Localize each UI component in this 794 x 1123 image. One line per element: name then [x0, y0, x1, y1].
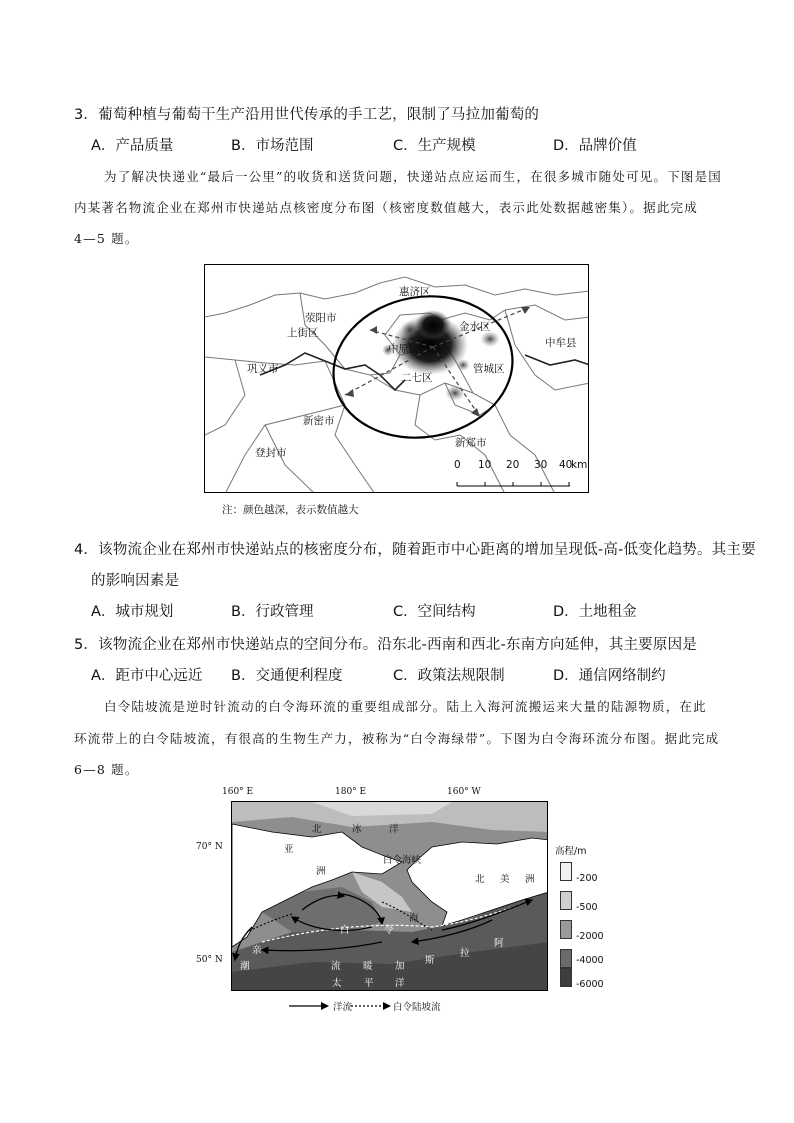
label-bering-1: 白 — [340, 925, 350, 936]
lon-label-160e: 160° E — [222, 787, 254, 797]
label-na-2: 美 — [500, 874, 510, 885]
label-oyashio-2: 潮 — [240, 961, 250, 972]
label-arctic-1: 北 — [312, 824, 322, 835]
intro2-line3: 6—8 题。 — [74, 762, 139, 777]
intro2-line2: 环流带上的白令陆坡流，有很高的生物生产力，被称为“白令海绿带”。下图为白令海环流分布图。据此完成 — [74, 731, 720, 746]
q4-stem-line1: 4．该物流企业在郑州市快递站点的核密度分布，随着距市中心距离的增加呈现低-高-低变化趋势。其主要 — [74, 542, 756, 558]
q4-stem-line2: 的影响因素是 — [91, 573, 180, 589]
scale-tick-30: 30 — [534, 459, 548, 471]
q5-option-a: A．距市中心远近 — [91, 668, 203, 684]
label-zhongyuan: 中原区 — [388, 343, 420, 355]
q5-option-b: B．交通便利程度 — [231, 668, 343, 684]
intro1-line3: 4—5 题。 — [74, 231, 139, 246]
q4-option-a: A．城市规划 — [91, 604, 174, 620]
q4-option-d: D．土地租金 — [553, 604, 637, 620]
label-huiji: 惠济区 — [399, 286, 431, 298]
legend-swatch-6000 — [560, 968, 572, 987]
q3-option-a: A．产品质量 — [91, 138, 174, 154]
label-shangjie: 上街区 — [287, 327, 319, 339]
bering-sea-map — [231, 801, 548, 991]
label-asia-1: 亚 — [284, 844, 294, 855]
scale-tick-10: 10 — [478, 459, 492, 471]
label-xinmi: 新密市 — [303, 415, 335, 427]
lon-label-180e: 180° E — [335, 787, 367, 797]
label-bering-strait: 白令海峡 — [383, 855, 422, 866]
key-current-label: 洋流 — [333, 1002, 353, 1013]
legend-title: 高程/m — [555, 846, 587, 857]
lon-label-160w: 160° W — [447, 787, 481, 797]
q5-stem: 5．该物流企业在郑州市快递站点的空间分布。沿东北-西南和西北-东南方向延伸，其主要原因是 — [74, 637, 697, 653]
scale-tick-20: 20 — [506, 459, 520, 471]
label-xinzheng: 新郑市 — [455, 437, 487, 449]
label-alaska-2: 拉 — [460, 948, 470, 959]
label-na-1: 北 — [475, 874, 485, 885]
label-warm: 暖 — [363, 961, 373, 972]
legend-swatch-4000 — [560, 949, 572, 968]
label-pacific-1: 太 — [332, 978, 342, 989]
lat-label-70n: 70° N — [196, 842, 223, 852]
intro1-line1: 为了解决快递业“最后一公里”的收货和送货问题，快递站点应运而生，在很多城市随处可见。下图是国 — [104, 169, 722, 184]
label-jinshui: 金水区 — [459, 321, 491, 333]
label-guancheng: 管城区 — [473, 363, 505, 375]
legend-value-6000: -6000 — [576, 979, 604, 990]
label-alaska-1: 阿 — [494, 938, 504, 949]
legend-swatch-200 — [560, 862, 572, 881]
q4-option-b: B．行政管理 — [231, 604, 314, 620]
label-na-3: 洲 — [525, 874, 535, 885]
label-erqi: 二七区 — [401, 372, 433, 384]
map1-note: 注：颜色越深，表示数值越大 — [222, 504, 359, 516]
scale-tick-40: 40 — [559, 459, 573, 471]
legend-value-500: -500 — [576, 902, 598, 913]
q5-option-d: D．通信网络制约 — [553, 668, 666, 684]
label-alaska-3: 斯 — [425, 955, 435, 966]
q5-option-c: C．政策法规限制 — [393, 668, 505, 684]
q3-option-b: B．市场范围 — [231, 138, 314, 154]
label-pacific-2: 平 — [364, 978, 374, 989]
legend-value-2000: -2000 — [576, 931, 604, 942]
key-current-line — [289, 1001, 329, 1011]
label-bering-2: 令 — [384, 925, 394, 936]
key-slope-line — [351, 1001, 391, 1011]
q4-option-c: C．空间结构 — [393, 604, 476, 620]
label-gongyi: 巩义市 — [247, 363, 279, 375]
label-oyashio-1: 亲 — [252, 945, 262, 956]
q3-option-c: C．生产规模 — [393, 138, 476, 154]
label-zhongmou: 中牟县 — [545, 337, 577, 349]
intro2-line1: 白令陆坡流是逆时针流动的白令海环流的重要组成部分。陆上入海河流搬运来大量的陆源物质，在此 — [104, 699, 707, 714]
label-pacific-3: 洋 — [395, 978, 405, 989]
label-current: 流 — [331, 961, 341, 972]
scale-tick-0: 0 — [454, 459, 461, 471]
legend-value-200: -200 — [576, 873, 598, 884]
label-arctic-3: 洋 — [389, 824, 399, 835]
legend-value-4000: -4000 — [576, 955, 604, 966]
label-xingyang: 荥阳市 — [305, 312, 337, 324]
zhengzhou-density-map — [204, 264, 589, 493]
label-dengfeng: 登封市 — [255, 447, 287, 459]
label-bering-3: 海 — [409, 913, 419, 924]
q3-stem: 3．葡萄种植与葡萄干生产沿用世代传承的手工艺，限制了马拉加葡萄的 — [74, 107, 540, 123]
legend-swatch-2000 — [560, 920, 572, 939]
label-asia-2: 洲 — [316, 866, 326, 877]
q3-option-d: D．品牌价值 — [553, 138, 637, 154]
label-alaska-4: 加 — [395, 961, 405, 972]
scale-unit: km — [571, 459, 588, 471]
lat-label-50n: 50° N — [196, 955, 223, 965]
legend-swatch-500 — [560, 891, 572, 910]
label-arctic-2: 冰 — [352, 824, 362, 835]
intro1-line2: 内某著名物流企业在郑州市快递站点核密度分布图（核密度数值越大，表示此处数据越密集）。据此完成 — [74, 200, 698, 215]
key-slope-label: 白令陆坡流 — [393, 1002, 441, 1013]
